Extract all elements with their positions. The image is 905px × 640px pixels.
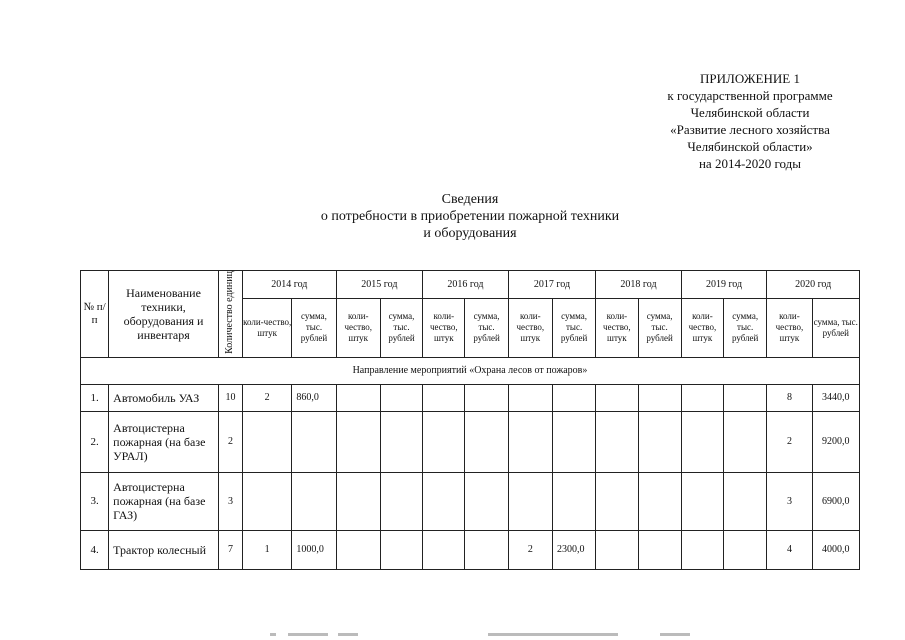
cell-qty-2018 [596,411,638,472]
cell-sum-2014 [292,411,336,472]
cell-qty-2015 [336,530,380,569]
header-sub-sum: сумма, тыс. рублей [552,298,595,357]
section-title: Направление мероприятий «Охрана лесов от пожаров» [81,357,860,384]
row-qty: 10 [218,384,242,411]
text-fragment [338,633,358,636]
document-heading [250,191,690,242]
cell-sum-2016 [465,411,508,472]
cell-qty-2016 [423,411,465,472]
cell-qty-2017 [508,411,552,472]
row-qty: 3 [218,472,242,530]
row-name: Автомобиль УАЗ [109,384,219,411]
cell-qty-2014 [243,472,292,530]
cell-sum-2020: 3440,0 [812,384,859,411]
cell-sum-2020: 6900,0 [812,472,859,530]
cell-sum-2015 [380,411,422,472]
cell-sum-2018 [638,472,681,530]
table-row [81,411,860,472]
header-sub-sum: сумма, тыс. рублей [292,298,336,357]
row-qty: 7 [218,530,242,569]
cell-sum-2015 [380,384,422,411]
row-name: Автоцистерна пожарная (на базе ГАЗ) [109,472,219,530]
header-sub-qty: коли-чество, штук [243,298,292,357]
row-name: Автоцистерна пожарная (на базе УРАЛ) [109,411,219,472]
cell-sum-2017: 2300,0 [552,530,595,569]
header-year: 2015 год [336,271,423,299]
header-sub-qty: коли-чество, штук [767,298,812,357]
cell-qty-2018 [596,530,638,569]
cell-sum-2020: 4000,0 [812,530,859,569]
cell-qty-2016 [423,384,465,411]
cell-sum-2018 [638,411,681,472]
header-sub-qty: коли-чество, штук [423,298,465,357]
cell-qty-2017: 2 [508,530,552,569]
cell-sum-2016 [465,530,508,569]
cell-sum-2017 [552,384,595,411]
cell-qty-2018 [596,472,638,530]
header-sub-qty: коли-чество, штук [681,298,723,357]
text-fragment [288,633,328,636]
header-sub-qty: коли-чество, штук [336,298,380,357]
cell-sum-2016 [465,384,508,411]
cell-qty-2019 [681,530,723,569]
header-sub-sum: сумма, тыс. рублей [638,298,681,357]
cell-sum-2016 [465,472,508,530]
cell-qty-2019 [681,472,723,530]
cell-sum-2017 [552,411,595,472]
cell-sum-2019 [724,384,767,411]
cell-qty-2019 [681,384,723,411]
cell-sum-2018 [638,530,681,569]
cell-sum-2014: 1000,0 [292,530,336,569]
row-num: 1. [81,384,109,411]
header-year: 2020 год [767,271,860,299]
text-fragment [488,633,618,636]
cell-qty-2019 [681,411,723,472]
cell-sum-2014 [292,472,336,530]
table-row [81,384,860,411]
appendix-line: «Развитие лесного хозяйства [670,122,830,137]
header-sub-sum: сумма, тыс. рублей [724,298,767,357]
appendix-line: Челябинской области [690,105,810,120]
cell-sum-2019 [724,472,767,530]
equipment-table [80,270,860,570]
row-num: 3. [81,472,109,530]
cell-qty-2014: 2 [243,384,292,411]
cell-qty-2017 [508,472,552,530]
row-num: 4. [81,530,109,569]
table-row [81,472,860,530]
header-year: 2017 год [508,271,596,299]
cell-qty-2016 [423,530,465,569]
header-sub-sum: сумма, тыс. рублей [380,298,422,357]
table-row [81,530,860,569]
cell-sum-2020: 9200,0 [812,411,859,472]
cell-qty-2017 [508,384,552,411]
header-qty-label: Количество единиц [224,271,236,354]
header-sub-qty: коли-чество, штук [508,298,552,357]
section-row [81,357,860,384]
cell-qty-2020: 8 [767,384,812,411]
appendix-block [640,70,860,172]
header-name: Наименование техники, оборудования и инвентаря [109,271,219,358]
cell-sum-2018 [638,384,681,411]
appendix-line: на 2014-2020 годы [698,156,802,171]
row-num: 2. [81,411,109,472]
row-qty: 2 [218,411,242,472]
header-qty [218,271,242,358]
next-page-fragment [0,630,905,640]
appendix-line: Челябинской области» [687,139,813,154]
cell-qty-2015 [336,411,380,472]
header-year: 2014 год [243,271,337,299]
cell-sum-2017 [552,472,595,530]
cell-sum-2015 [380,472,422,530]
cell-qty-2020: 3 [767,472,812,530]
cell-qty-2015 [336,472,380,530]
appendix-line: ПРИЛОЖЕНИЕ 1 [700,71,800,86]
cell-qty-2014 [243,411,292,472]
row-name: Трактор колесный [109,530,219,569]
heading-line: Сведения [441,192,499,207]
heading-line: о потребности в приобретении пожарной техники [320,209,620,224]
header-sub-sum: сумма, тыс. рублей [812,298,859,357]
header-year: 2018 год [596,271,682,299]
header-row-years [81,271,860,299]
cell-qty-2015 [336,384,380,411]
text-fragment [660,633,690,636]
cell-qty-2016 [423,472,465,530]
header-num: № п/п [81,271,109,358]
text-fragment [270,633,276,636]
cell-qty-2020: 4 [767,530,812,569]
header-sub-qty: коли-чество, штук [596,298,638,357]
cell-sum-2019 [724,411,767,472]
heading-line: и оборудования [423,226,517,241]
cell-sum-2015 [380,530,422,569]
cell-sum-2019 [724,530,767,569]
cell-sum-2014: 860,0 [292,384,336,411]
header-year: 2019 год [681,271,767,299]
header-year: 2016 год [423,271,509,299]
cell-qty-2020: 2 [767,411,812,472]
header-sub-sum: сумма, тыс. рублей [465,298,508,357]
cell-qty-2014: 1 [243,530,292,569]
appendix-line: к государственной программе [667,88,833,103]
cell-qty-2018 [596,384,638,411]
